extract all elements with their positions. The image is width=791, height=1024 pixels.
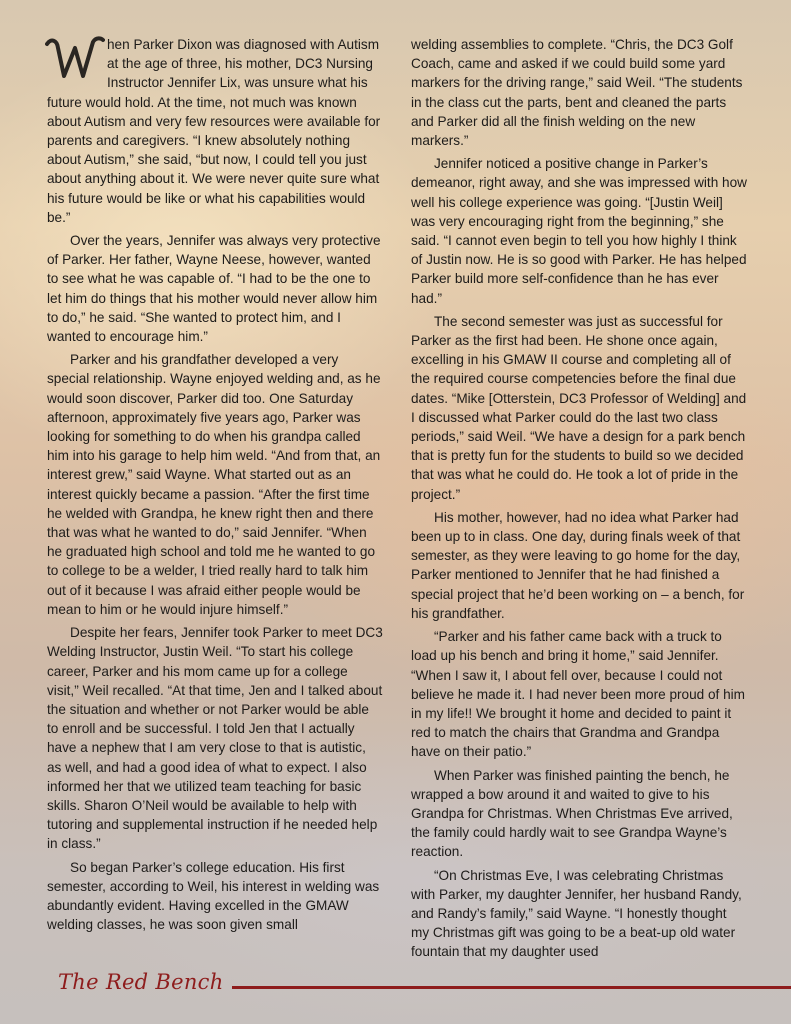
paragraph-12: “On Christmas Eve, I was celebrating Christmas with Parker, my daughter Jennifer, her husband Randy, and Randy’s family,” said Wayne. “I honestly thought my Christmas gift was going to be a beat-up old water fountain that my daughter used [411, 867, 742, 960]
paragraph-6: welding assemblies to complete. “Chris, the DC3 Golf Coach, came and asked if we could build some yard markers for the driving range,” said Weil. “The students in the class cut the parts, bent and cleaned the parts and Parker did all the finish welding on the new markers.” [411, 37, 743, 149]
left-column [47, 35, 383, 938]
paragraph-5: So began Parker’s college education. His first semester, according to Weil, his interest in welding was abundantly evident. Having excelled in the GMAW welding classes, he was soon given small [47, 859, 380, 933]
footer-title: The Red Bench [58, 970, 224, 994]
footer-rule [232, 986, 791, 989]
right-column [411, 35, 747, 966]
paragraph-text: hen Parker Dixon was diagnosed with Autism at the age of three, his mother, DC3 Nursing Instructor Jennifer Lix, was unsure what his future would hold. At the time, not much was known about Autism and very few resources were available for parents and caregivers. “I knew absolutely nothing about Autism,” she said, “but now, I could tell you just about anything about it. We were never quite sure what his future would be like or what his capabilities would be.” [47, 37, 381, 225]
paragraph-11: When Parker was finished painting the bench, he wrapped a bow around it and waited to give to his Grandpa for Christmas. When Christmas Eve arrived, the family could hardly wait to see Grandpa Wayne’s reaction. [411, 767, 733, 860]
paragraph-2: Over the years, Jennifer was always very protective of Parker. Her father, Wayne Neese, however, wanted to see what he was capable of. “I had to be the one to let him do things that his mother would never allow him to do,” he said. “She wanted to protect him, and I wanted to encourage him.” [47, 233, 381, 345]
paragraph-10: “Parker and his father came back with a truck to load up his bench and bring it home,” said Jennifer. “When I saw it, I about fell over, because I could not believe he made it. I had never been more proud of him in my life!! We brought it home and decided to paint it red to match the chairs that Grandma and Grandpa have on their patio.” [411, 629, 746, 760]
paragraph-8: The second semester was just as successful for Parker as the first had been. He shone once again, excelling in his GMAW II course and completing all of the required course competencies before the final due dates. “Mike [Otterstein, DC3 Professor of Welding] and I discussed what Parker could do the last two class periods,” said Weil. “We have a design for a park bench that is pretty fun for the students to build so we decided that was what he could do. He took a lot of pride in the project.” [411, 313, 747, 502]
paragraph-9: His mother, however, had no idea what Parker had been up to in class. One day, during finals week of that semester, as they were leaving to go home for the day, Parker mentioned to Jennifer that he had finished a special project that he’d been working on – a bench, for his grandfather. [411, 509, 745, 621]
paragraph-3: Parker and his grandfather developed a very special relationship. Wayne enjoyed welding and, as he would soon discover, Parker did too. One Saturday afternoon, approximately five years ago, Parker was looking for something to do when his grandpa called him into his garage to help him weld. “And from that, an interest grew,” said Wayne. What started out as an interest quickly became a passion. “After the first time he welded with Grandpa, he knew right then and there that was what he wanted to do,” said Jennifer. “When he graduated high school and told me he wanted to go to college to be a welder, I tried really hard to talk him out of it because I was afraid either people would be mean to him or he would injure himself.” [47, 352, 381, 617]
paragraph-1 [47, 35, 383, 227]
page-footer [0, 966, 791, 1006]
paragraph-4: Despite her fears, Jennifer took Parker to meet DC3 Welding Instructor, Justin Weil. “To start his college career, Parker and his mom came up for a college visit,” Weil recalled. “At that time, Jen and I talked about the situation and whether or not Parker would be able to enroll and be successful. I told Jen that I actually have a nephew that I am very close to that is autistic, as well, and had a good idea of what to expect. I also informed her that we utilized team teaching for basic skills. Sharon O’Neil would be available to help with tutoring and supplemental instruction if he needed help in class.” [47, 625, 383, 852]
drop-cap [45, 36, 105, 80]
paragraph-7: Jennifer noticed a positive change in Parker’s demeanor, right away, and she was impressed with how well his college experience was going. “[Justin Weil] was very encouraging right from the beginning,” she said. “I cannot even begin to tell you how highly I think of Justin now. He is so good with Parker. He has helped Parker build more self-confidence than he has ever had.” [411, 156, 747, 306]
